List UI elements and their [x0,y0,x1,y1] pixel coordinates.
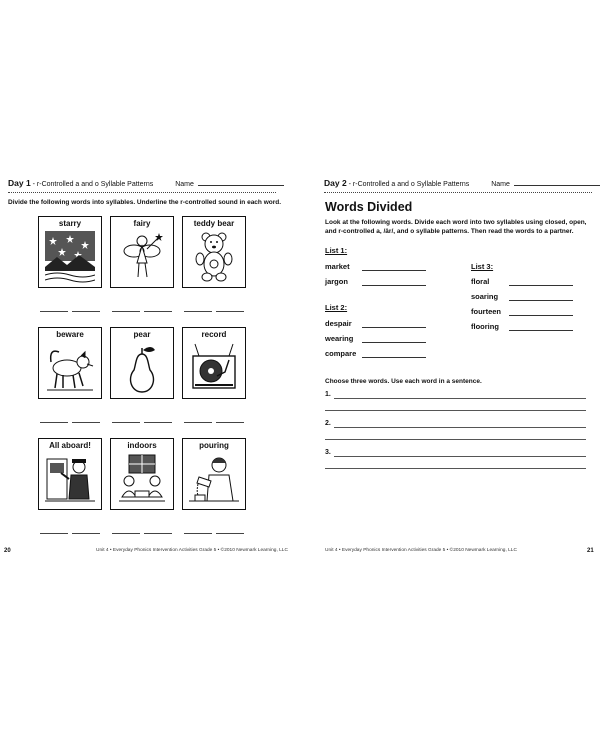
list1-heading: List 1: [325,246,348,255]
answer-line[interactable] [216,311,244,312]
picture-card-pear [110,327,174,399]
card-label: All aboard! [49,441,91,450]
word-answer-line[interactable] [509,300,573,301]
list-word: flooring [471,322,499,331]
list2-heading: List 2: [325,303,348,312]
card-label: pouring [199,441,229,450]
card-label: fairy [133,219,151,228]
answer-line[interactable] [184,533,212,534]
sentence-line[interactable] [334,398,586,399]
answer-line[interactable] [112,422,140,423]
right-worksheet-page [300,0,600,733]
list-word: soaring [471,292,499,301]
word-answer-line[interactable] [509,285,573,286]
left-header-day: Day 1 [8,178,31,188]
left-header [8,178,284,188]
left-instruction: Divide the following words into syllables. Underline the r-controlled sound in each word. [8,199,282,206]
answer-line[interactable] [72,422,100,423]
right-name-label: Name [491,181,510,188]
word-answer-line[interactable] [362,327,426,328]
left-footer: Unit 4 • Everyday Phonics Intervention Activities Grade 5 • ©2010 Newmark Learning, LLC [96,548,288,553]
right-header [324,178,600,188]
picture-card-indoors [110,438,174,510]
word-answer-line[interactable] [509,315,573,316]
right-footer: Unit 4 • Everyday Phonics Intervention Activities Grade 5 • ©2010 Newmark Learning, LLC [325,548,517,553]
list3-heading: List 3: [471,262,494,271]
answer-line[interactable] [184,422,212,423]
card-label: pear [133,330,151,339]
sentence-line[interactable] [325,439,586,440]
word-answer-line[interactable] [509,330,573,331]
list-word: floral [471,277,490,286]
picture-card-starry [38,216,102,288]
card-label: starry [58,219,82,228]
right-name-field[interactable] [514,178,600,186]
page-title: Words Divided [325,200,413,214]
teddy-bear-icon [189,231,239,283]
card-label: teddy bear [193,219,235,228]
right-instruction: Look at the following words. Divide each word into two syllables using closed, open, and r-controlled a, /âr/, and o syllable patterns. Then read the words to a partner. [325,219,587,235]
word-answer-line[interactable] [362,357,426,358]
picture-card-teddy-bear [182,216,246,288]
starry-night-icon [45,231,95,283]
card-label: beware [56,330,84,339]
left-page-number: 20 [4,548,11,554]
answer-line[interactable] [112,533,140,534]
list-word: market [325,262,350,271]
sentence-line[interactable] [334,427,586,428]
answer-line[interactable] [40,311,68,312]
list-word: despair [325,319,352,328]
answer-line[interactable] [72,311,100,312]
left-header-divider [8,192,276,193]
sentence-number: 2. [325,420,331,427]
left-name-field[interactable] [198,178,284,186]
dog-icon [45,342,95,394]
right-header-topic: - r-Controlled a and o Syllable Patterns [346,181,470,188]
train-conductor-icon [45,453,95,505]
right-header-day: Day 2 [324,178,347,188]
answer-line[interactable] [144,311,172,312]
sentence-line[interactable] [334,456,586,457]
right-page-number: 21 [587,548,594,554]
sentence-line[interactable] [325,410,586,411]
fairy-icon [117,231,167,283]
sentence-line[interactable] [325,468,586,469]
answer-line[interactable] [40,533,68,534]
answer-line[interactable] [72,533,100,534]
list-word: jargon [325,277,348,286]
list-word: wearing [325,334,354,343]
answer-line[interactable] [144,533,172,534]
card-label: indoors [127,441,157,450]
answer-line[interactable] [112,311,140,312]
right-header-divider [324,192,592,193]
answer-line[interactable] [216,422,244,423]
list-word: fourteen [471,307,501,316]
left-header-topic: - r-Controlled a and o Syllable Patterns [30,181,154,188]
pear-icon [117,342,167,394]
sentence-number: 3. [325,449,331,456]
card-label: record [201,330,227,339]
kids-indoors-icon [117,453,167,505]
picture-card-all-aboard [38,438,102,510]
answer-line[interactable] [184,311,212,312]
word-answer-line[interactable] [362,342,426,343]
record-player-icon [189,342,239,394]
list-word: compare [325,349,357,358]
answer-line[interactable] [40,422,68,423]
picture-card-pouring [182,438,246,510]
left-name-label: Name [175,181,194,188]
picture-card-beware [38,327,102,399]
picture-card-record [182,327,246,399]
word-answer-line[interactable] [362,285,426,286]
picture-card-fairy [110,216,174,288]
pouring-icon [189,453,239,505]
sentence-instruction: Choose three words. Use each word in a sentence. [325,378,482,385]
word-answer-line[interactable] [362,270,426,271]
sentence-number: 1. [325,391,331,398]
answer-line[interactable] [216,533,244,534]
answer-line[interactable] [144,422,172,423]
